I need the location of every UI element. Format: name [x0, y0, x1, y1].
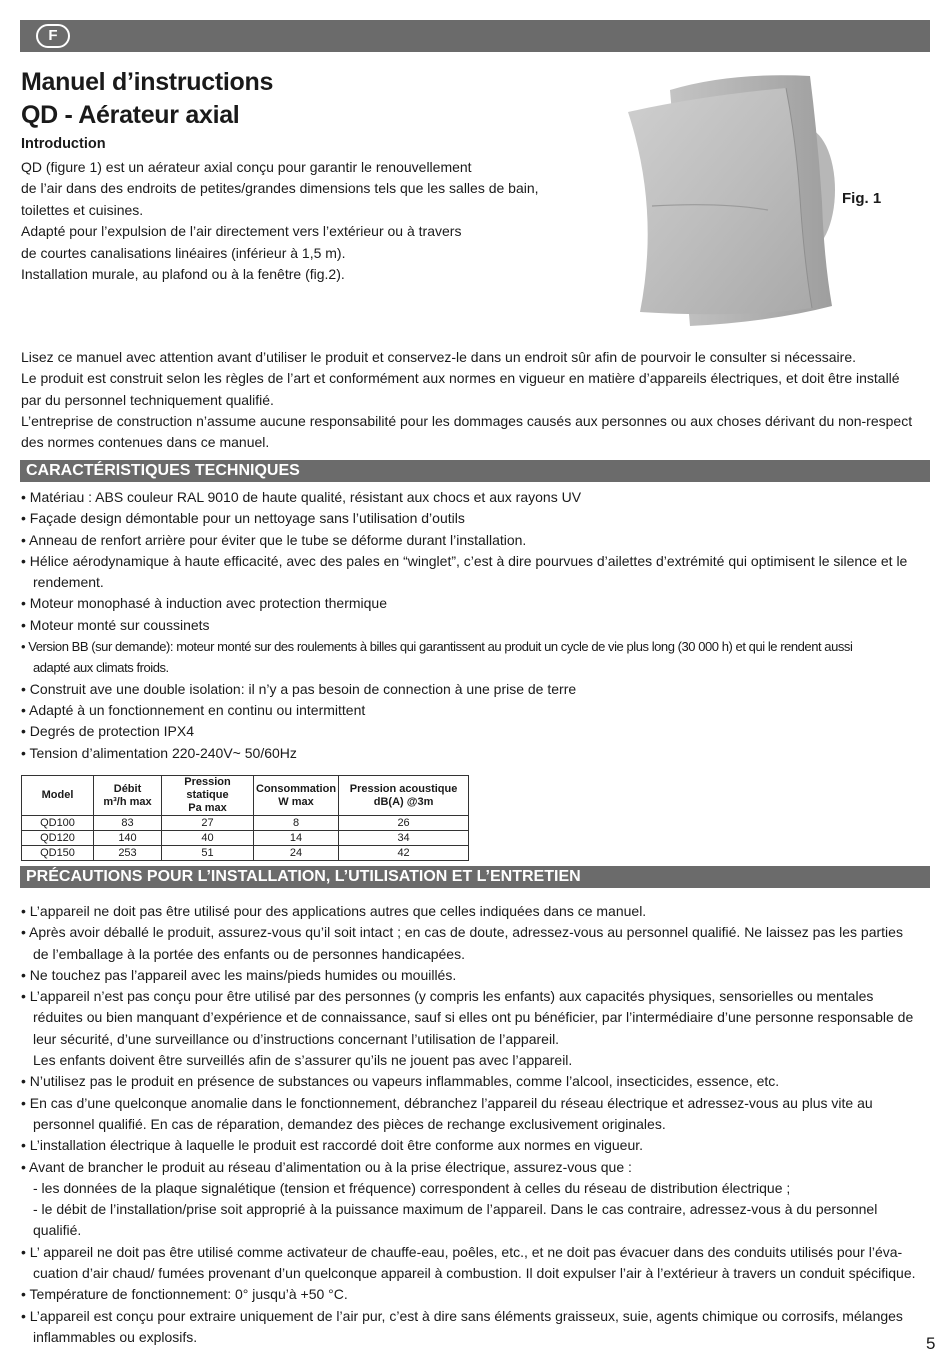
language-badge: F — [36, 24, 70, 48]
precaution-item-continuation: qualifié. — [33, 1222, 82, 1239]
notice-line: Le produit est construit selon les règles de l’art et conformément aux normes en vigueur en matière d’appareils électriques, et doit être installé — [21, 370, 900, 387]
table-row — [22, 846, 469, 861]
notice-line: Lisez ce manuel avec attention avant d’utiliser le produit et conservez-le dans un endroit sûr afin de pourvoir le consulter si nécessaire. — [21, 349, 857, 365]
spec-item: • Moteur monté sur coussinets — [21, 616, 210, 633]
precaution-item: • L’appareil n’est pas conçu pour être utilisé par des personnes (y compris les enfants) aux capacités physiques, sensorielles ou mentales — [21, 988, 874, 1005]
spec-item-continuation: rendement. — [33, 574, 104, 591]
precaution-item: • Ne touchez pas l’appareil avec les mains/pieds humides ou mouillés. — [21, 966, 457, 983]
specs-list — [21, 487, 933, 764]
precaution-subitem: - les données de la plaque signalétique (tension et fréquence) correspondent à celles du réseau de distribution électrique ; — [33, 1179, 791, 1196]
table-cell: 27 — [162, 816, 254, 831]
precaution-item-continuation: Les enfants doivent être surveillés afin de s’assurer qu’ils ne jouent pas avec l’appareil. — [33, 1052, 573, 1069]
table-cell: 24 — [254, 846, 339, 861]
specs-heading: CARACTÉRISTIQUES TECHNIQUES — [20, 460, 930, 482]
spec-item: • Adapté à un fonctionnement en continu ou intermittent — [21, 701, 366, 718]
table-cell: QD100 — [22, 816, 94, 831]
precautions-list — [21, 901, 933, 1348]
table-cell: 34 — [339, 831, 469, 846]
notice-line: L’entreprise de construction n’assume aucune responsabilité pour les dommages causés aux personnes ou aux choses dérivant du non-respect — [21, 412, 913, 429]
intro-line: de courtes canalisations linéaires (inférieur à 1,5 m). — [21, 244, 346, 261]
spec-item-continuation: adapté aux climats froids. — [33, 660, 169, 676]
intro-line: QD (figure 1) est un aérateur axial conçu pour garantir le renouvellement — [21, 159, 472, 175]
table-row — [22, 816, 469, 831]
header-bar — [20, 20, 930, 52]
intro-heading: Introduction — [21, 136, 106, 152]
precaution-item: • En cas d’une quelconque anomalie dans le fonctionnement, débranchez l’appareil du réseau électrique et adressez-vous au plus vite au — [21, 1094, 873, 1111]
table-cell: 253 — [94, 846, 162, 861]
intro-text — [21, 157, 581, 285]
spec-item: • Anneau de renfort arrière pour éviter que le tube se déforme durant l’installation. — [21, 531, 527, 548]
table-cell: 51 — [162, 846, 254, 861]
precaution-subitem: - le débit de l’installation/prise soit approprié à la puissance maximum de l’appareil. Dans le cas contraire, adressez-vous à du personnel — [33, 1201, 878, 1218]
table-cell: 42 — [339, 846, 469, 861]
page-number: 5 — [926, 1334, 936, 1353]
spec-item: • Construit ave une double isolation: il n’y a pas besoin de connection à une prise de terre — [21, 680, 577, 697]
precaution-item: • L’appareil ne doit pas être utilisé pour des applications autres que celles indiquées dans ce manuel. — [21, 903, 647, 919]
spec-item: • Degrés de protection IPX4 — [21, 723, 194, 740]
table-cell: 83 — [94, 816, 162, 831]
precaution-item-continuation: inflammables ou explosifs. — [33, 1328, 198, 1345]
precautions-heading: PRÉCAUTIONS POUR L’INSTALLATION, L’UTILISATION ET L’ENTRETIEN — [20, 866, 930, 888]
table-cell: 8 — [254, 816, 339, 831]
precaution-item: • N’utilisez pas le produit en présence de substances ou vapeurs inflammables, comme l’alcool, insecticides, essence, etc. — [21, 1073, 780, 1090]
column-header: Pression statique Pa max — [162, 776, 254, 816]
table-row — [22, 831, 469, 846]
precaution-item: • L’appareil est conçu pour extraire uniquement de l’air pur, c’est à dire sans éléments graisseux, suie, agents chimique ou corrosifs, mélanges — [21, 1307, 903, 1324]
table-cell: QD120 — [22, 831, 94, 846]
notice-line: des normes contenues dans ce manuel. — [21, 434, 270, 451]
figure-label: Fig. 1 — [842, 190, 882, 207]
precaution-item: • Température de fonctionnement: 0° jusqu’à +50 °C. — [21, 1286, 348, 1303]
spec-item: • Façade design démontable pour un nettoyage sans l’utilisation d’outils — [21, 510, 465, 527]
title-line-1: Manuel d’instructions — [21, 68, 274, 96]
intro-line: toilettes et cuisines. — [21, 201, 144, 218]
column-header: Model — [22, 776, 94, 816]
table-cell: QD150 — [22, 846, 94, 861]
page-title — [21, 66, 273, 132]
precaution-item: • L’installation électrique à laquelle le produit est raccordé doit être conforme aux normes en vigueur. — [21, 1137, 644, 1154]
intro-line: de l’air dans des endroits de petites/grandes dimensions tels que les salles de bain, — [21, 180, 539, 197]
precaution-item-continuation: réduites ou bien manquant d’expérience et de connaissance, sauf si elles ont pu bénéficier, par l’intermédiaire d’une personne responsable de — [33, 1009, 914, 1026]
spec-item: • Moteur monophasé à induction avec protection thermique — [21, 595, 388, 612]
general-notice — [21, 347, 931, 453]
precaution-item: • L’ appareil ne doit pas être utilisé comme activateur de chauffe-eau, poêles, etc., et ne doit pas évacuer dans des conduits utilisés pour l’éva- — [21, 1243, 903, 1260]
intro-line: Installation murale, au plafond ou à la fenêtre (fig.2). — [21, 266, 345, 283]
table-cell: 140 — [94, 831, 162, 846]
spec-item: • Matériau : ABS couleur RAL 9010 de haute qualité, résistant aux chocs et aux rayons UV — [21, 489, 582, 505]
column-header: Débit m³/h max — [94, 776, 162, 816]
fan-product-image — [600, 70, 850, 330]
spec-table — [21, 775, 469, 861]
precaution-item-continuation: de l’emballage à la portée des enfants ou de personnes handicapées. — [33, 945, 465, 962]
table-cell: 26 — [339, 816, 469, 831]
spec-item: • Tension d’alimentation 220-240V~ 50/60Hz — [21, 744, 297, 761]
precaution-item-continuation: personnel qualifié. En cas de réparation, demandez des pièces de rechange exclusivement originales. — [33, 1115, 666, 1132]
intro-line: Adapté pour l’expulsion de l’air directement vers l’extérieur ou à travers — [21, 223, 462, 240]
precaution-item: • Avant de brancher le produit au réseau d’alimentation ou à la prise électrique, assurez-vous que : — [21, 1158, 632, 1175]
column-header: Pression acoustique dB(A) @3m — [339, 776, 469, 816]
precaution-item-continuation: cuation d’air chaud/ fumées provenant d’un quelconque appareil à combustion. Il doit expulser l’air à l’extérieur à travers un conduit spécifique. — [33, 1265, 916, 1282]
spec-item: • Version BB (sur demande): moteur monté sur des roulements à billes qui garantissent au produit un cycle de vie plus long (30 000 h) et qui le rendent aussi — [21, 639, 853, 655]
title-line-2: QD - Aérateur axial — [21, 101, 240, 129]
notice-line: par du personnel techniquement qualifié. — [21, 391, 274, 408]
precaution-item-continuation: leur sécurité, d’une surveillance ou d’instructions concernant l’utilisation de l’appareil. — [33, 1030, 560, 1047]
table-cell: 14 — [254, 831, 339, 846]
table-cell: 40 — [162, 831, 254, 846]
spec-item: • Hélice aérodynamique à haute efficacité, avec des pales en “winglet”, c’est à dire pourvues d’ailettes d’extrémité qui optimisent le silence et le — [21, 552, 908, 569]
table-header-row — [22, 776, 469, 816]
column-header: Consommation W max — [254, 776, 339, 816]
precaution-item: • Après avoir déballé le produit, assurez-vous qu’il soit intact ; en cas de doute, adressez-vous au personnel qualifié. Ne laissez pas les parties — [21, 924, 903, 941]
